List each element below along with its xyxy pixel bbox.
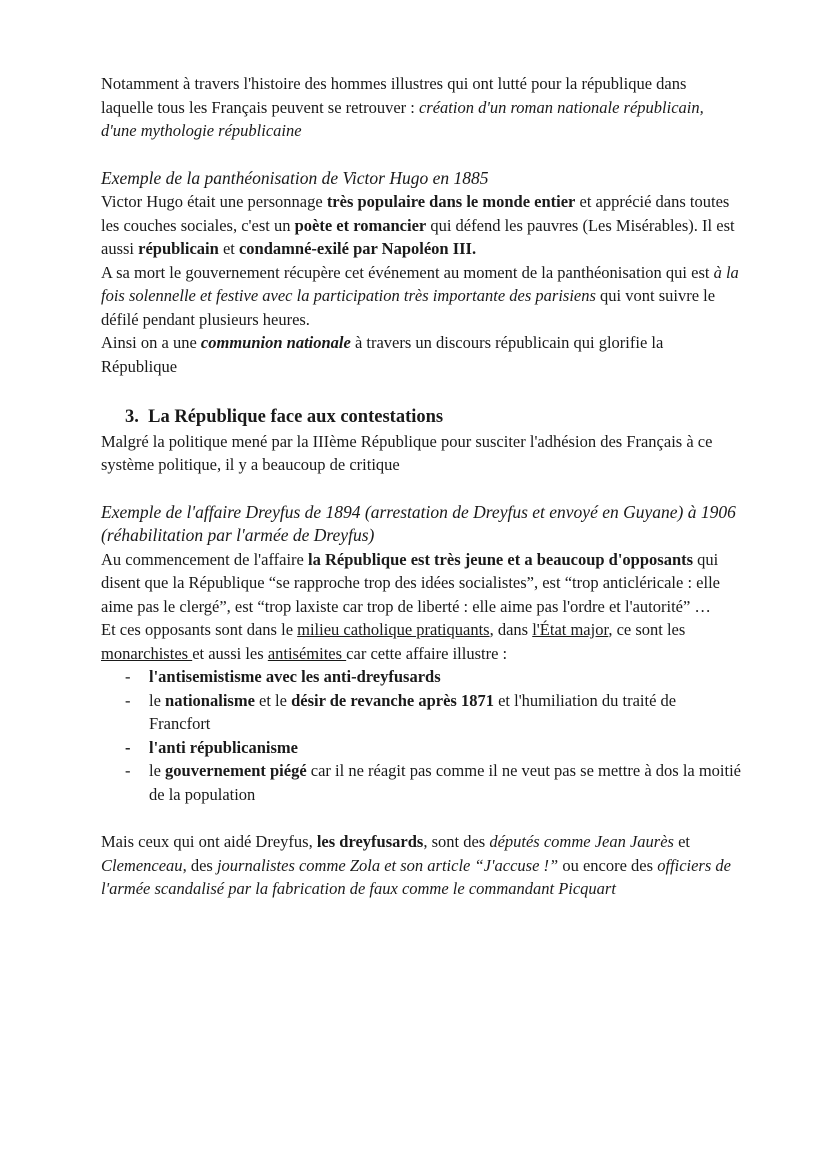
- dreyfus-subheading: Exemple de l'affaire Dreyfus de 1894 (arrestation de Dreyfus et envoyé en Guyane) à 1906 (réhabilitation par l'armée de Dreyfus): [101, 501, 736, 545]
- bullet-dash: -: [125, 667, 131, 686]
- list-item: - l'anti républicanisme: [125, 736, 741, 760]
- spacer: [101, 143, 741, 167]
- section-3-intro: Malgré la politique mené par la IIIème République pour susciter l'adhésion des Français à ce système politique, il y a beaucoup de critique: [101, 431, 713, 474]
- intro-italic: création d'un roman nationale républicain, d'une mythologie républicaine: [101, 97, 704, 140]
- bullet-dash: -: [125, 690, 131, 710]
- closing-paragraph: Mais ceux qui ont aidé Dreyfus, les dreyfusards, sont des députés comme Jean Jaurès et Clemenceau, des journalistes comme Zola et son article “J'accuse !” ou encore des officiers de l'armée scandalisé par la fabrication de faux comme le commandant Picquart: [101, 832, 731, 898]
- intro-text: Notamment à travers l'histoire des hommes illustres qui ont lutté pour la république dans laquelle tous les Français peuvent se retrouver :: [101, 74, 687, 117]
- list-item: - le gouvernement piégé car il ne réagit pas comme il ne veut pas se mettre à dos la moitié de la population: [125, 761, 742, 804]
- hugo-paragraph-2: A sa mort le gouvernement récupère cet événement au moment de la panthéonisation qui est à la fois solennelle et festive avec la participation très importante des parisiens qui vont suivre le défilé pendant plusieurs heures.: [101, 262, 739, 329]
- dreyfus-paragraph-1: Au commencement de l'affaire la République est très jeune et a beaucoup d'opposants qui disent que la République “se rapproche trop des idées socialistes”, est “trop anticléricale : elle aime pas le clergé”, est “trop laxiste car trop de liberté : elle aime pas l'ordre et l'autorité” …: [101, 549, 720, 616]
- hugo-paragraph-1: Victor Hugo était une personnage très populaire dans le monde entier et apprécié dans toutes les couches sociales, c'est un poète et romancier qui défend les pauvres (Les Misérables). Il est aussi républicain et condamné-exilé par Napoléon III.: [101, 192, 735, 258]
- bullet-dash: -: [125, 761, 131, 780]
- hugo-paragraph-3: Ainsi on a une communion nationale à travers un discours républicain qui glorifie la République: [101, 333, 664, 376]
- spacer: [101, 806, 741, 830]
- intro-paragraph: [101, 72, 741, 143]
- dreyfus-paragraph-2: Et ces opposants sont dans le milieu catholique pratiquants, dans l'État major, ce sont les monarchistes et aussi les antisémites car cette affaire illustre :: [101, 620, 686, 663]
- section-number: 3.: [125, 407, 139, 427]
- bullet-dash: -: [125, 737, 131, 757]
- section-title: La République face aux contestations: [148, 407, 444, 427]
- list-item: - l'antisemistisme avec les anti-dreyfusards: [125, 665, 741, 689]
- section-3-heading: [125, 406, 741, 430]
- document-body: [101, 72, 741, 901]
- list-item: - le nationalisme et le désir de revanche après 1871 et l'humiliation du traité de Francfort: [125, 690, 677, 733]
- spacer: [101, 477, 741, 501]
- spacer: [101, 378, 741, 402]
- hugo-subheading: Exemple de la panthéonisation de Victor Hugo en 1885: [101, 167, 489, 188]
- dreyfus-list: [101, 665, 741, 806]
